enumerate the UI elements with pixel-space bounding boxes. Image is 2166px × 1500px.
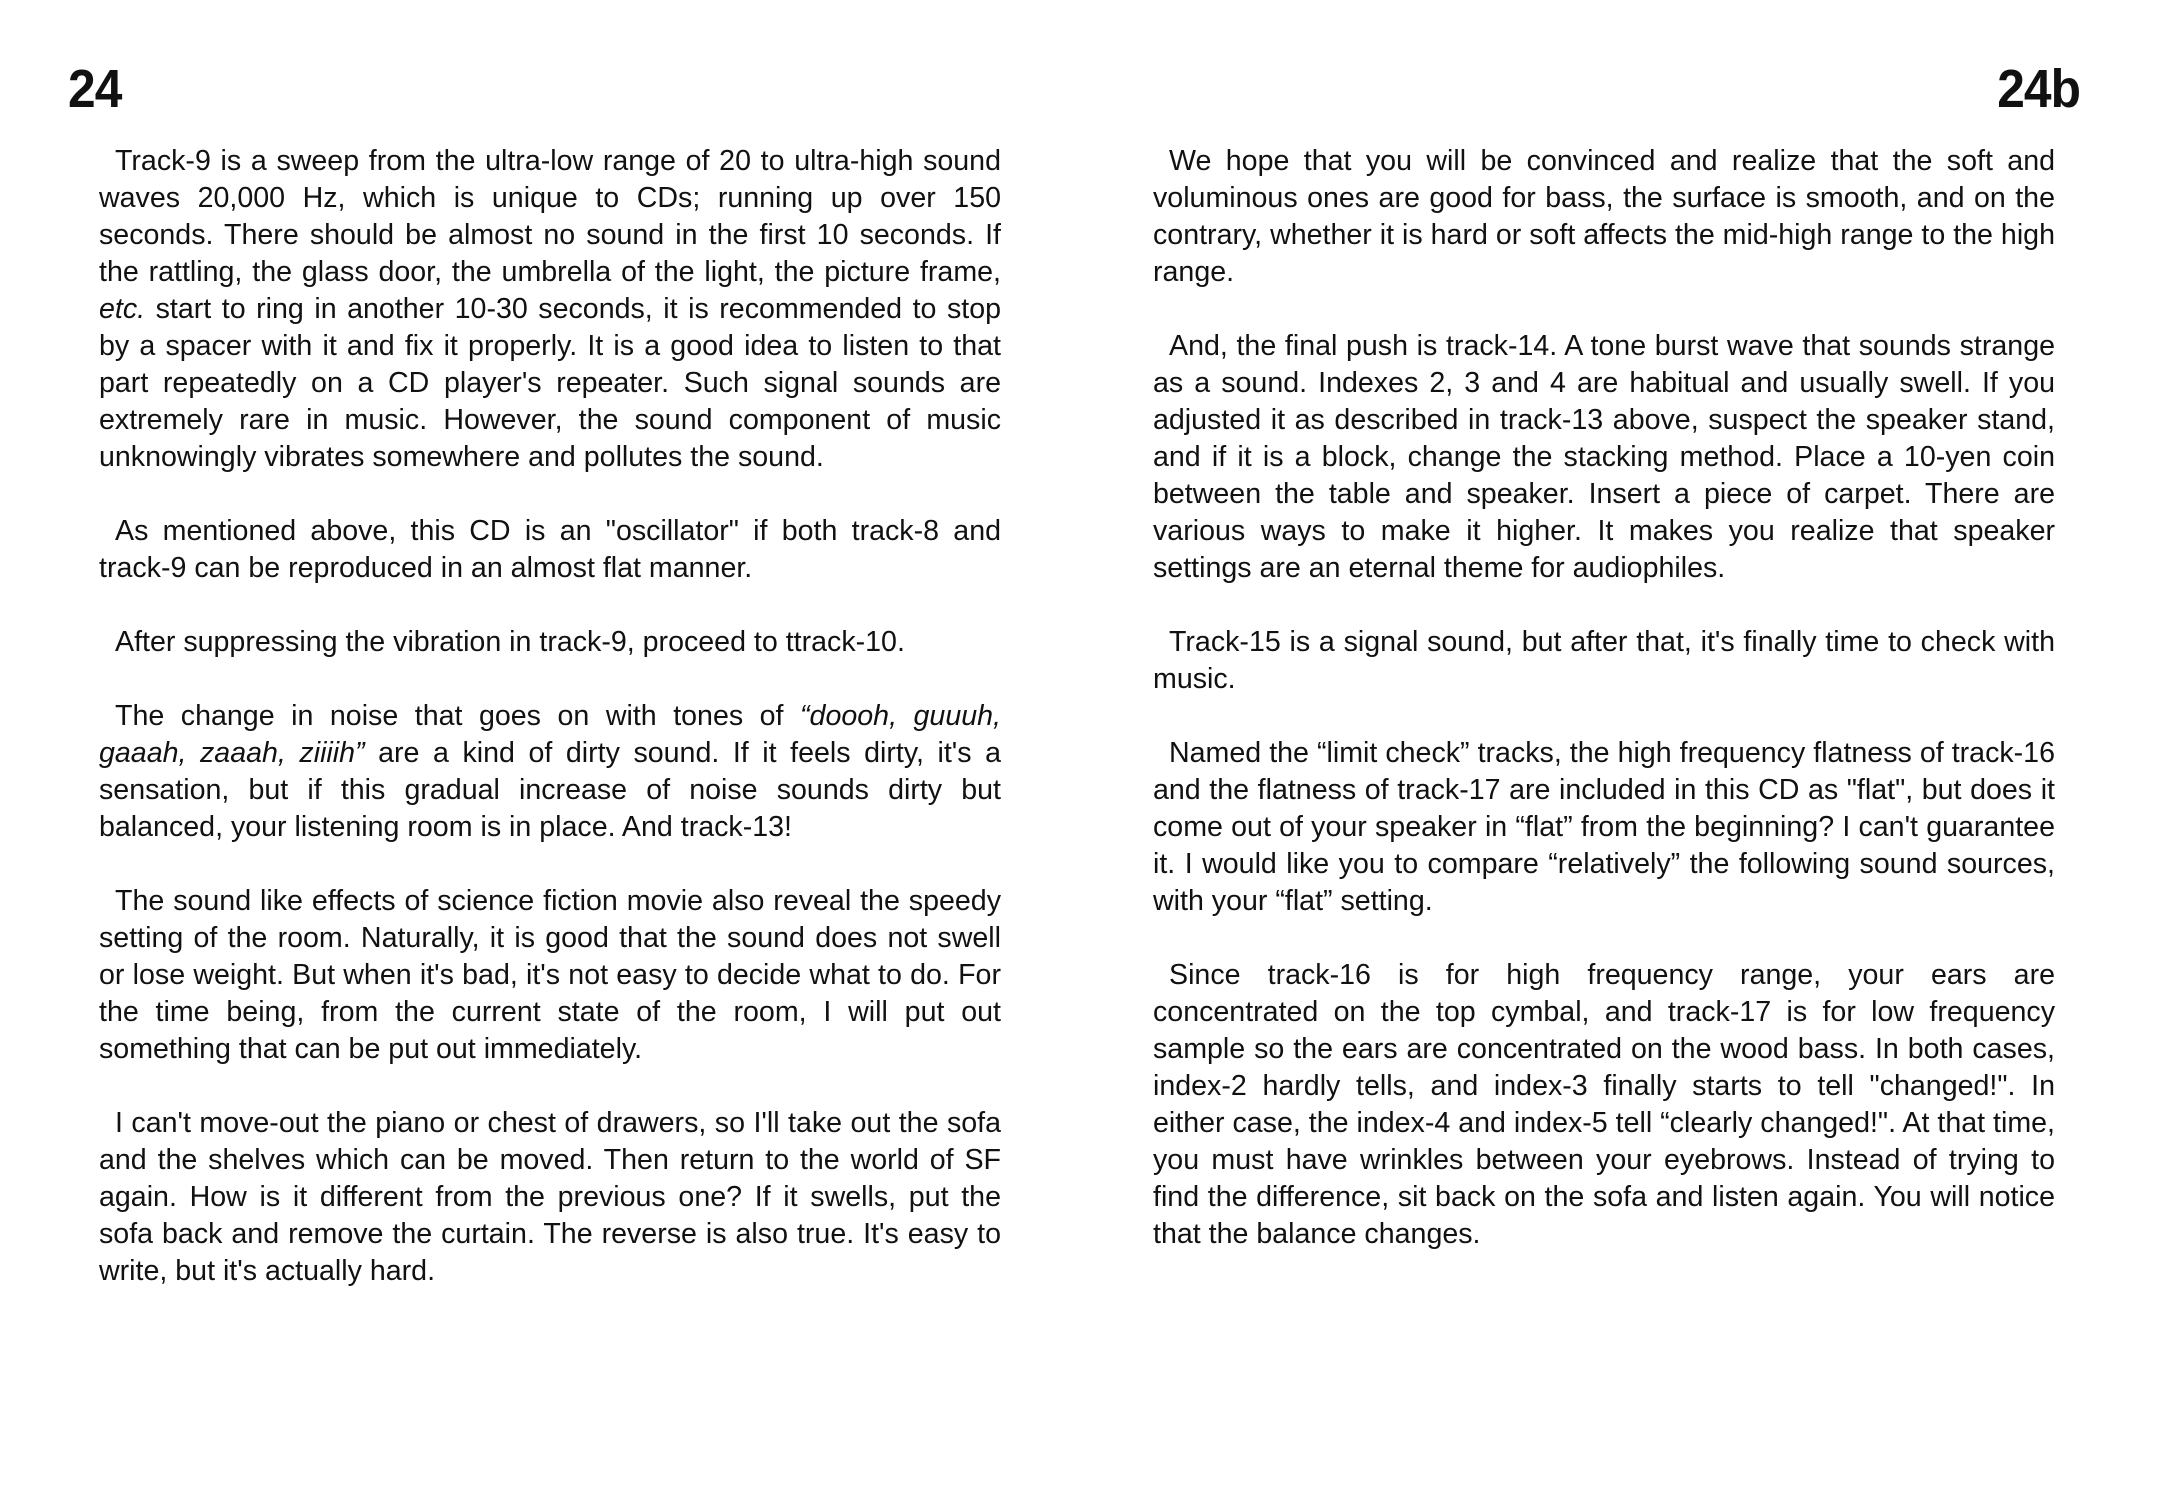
paragraph: I can't move-out the piano or chest of drawers, so I'll take out the sofa and the shelves which can be moved. Then return to the world of SF again. How is it different from the previous one? If it swells, put the sofa back and remove the curtain. The reverse is also true. It's easy to write, but it's actually hard. xyxy=(99,1107,1001,1287)
paragraph: And, the final push is track-14. A tone burst wave that sounds strange as a sound. Indexes 2, 3 and 4 are habitual and usually swell. If you adjusted it as described in track-13 above, suspect the speaker stand, and if it is a block, change the stacking method. Place a 10-yen coin between the table and speaker. Insert a piece of carpet. There are various ways to make it higher. It makes you realize that speaker settings are an eternal theme for audiophiles. xyxy=(1153,330,2055,584)
text: The change in noise that goes on with tones of xyxy=(115,700,801,732)
paragraph: The sound like effects of science fiction movie also reveal the speedy setting of the room. Naturally, it is good that the sound does not swell or lose weight. But when it's bad, it's not easy to decide what to do. For the time being, from the current state of the room, I will put out something that can be put out immediately. xyxy=(99,885,1001,1065)
right-page-text xyxy=(1153,143,2055,1290)
italic-text: “doooh, guuuh, gaaah, zaaah, ziiiih” xyxy=(99,700,1001,769)
left-page-text xyxy=(99,143,1001,1327)
paragraph: After suppressing the vibration in track-9, proceed to ttrack-10. xyxy=(115,626,905,658)
paragraph: Since track-16 is for high frequency range, your ears are concentrated on the top cymbal, and track-17 is for low frequency sample so the ears are concentrated on the wood bass. In both cases, index-2 hardly tells, and index-3 finally starts to tell "changed!". In either case, the index-4 and index-5 tell “clearly changed!". At that time, you must have wrinkles between your eyebrows. Instead of trying to find the difference, sit back on the sofa and listen again. You will notice that the balance changes. xyxy=(1153,959,2055,1250)
text: Track-9 is a sweep from the ultra-low range of 20 to ultra-high sound waves 20,000 Hz, which is unique to CDs; running up over 150 seconds. There should be almost no sound in the first 10 seconds. If the rattling, the glass door, the umbrella of the light, the picture frame, xyxy=(99,145,1001,288)
page-number-right: 24b xyxy=(1997,59,2080,119)
paragraph: Track-15 is a signal sound, but after that, it's finally time to check with music. xyxy=(1153,626,2055,695)
paragraph: As mentioned above, this CD is an "oscillator" if both track-8 and track-9 can be reproduced in an almost flat manner. xyxy=(99,515,1001,584)
paragraph: We hope that you will be convinced and realize that the soft and voluminous ones are good for bass, the surface is smooth, and on the contrary, whether it is hard or soft affects the mid-high range to the high range. xyxy=(1153,145,2055,288)
paragraph: Named the “limit check” tracks, the high frequency flatness of track-16 and the flatness of track-17 are included in this CD as "flat", but does it come out of your speaker in “flat” from the beginning? I can't guarantee it. I would like you to compare “relatively” the following sound sources, with your “flat” setting. xyxy=(1153,737,2055,917)
page-number-left: 24 xyxy=(68,59,122,119)
italic-text: etc. xyxy=(99,293,146,325)
text: are a kind of dirty sound. If it feels dirty, it's a sensation, but if this gradual increase of noise sounds dirty but balanced, your listening room is in place. And track-13! xyxy=(99,737,1001,843)
text: start to ring in another 10-30 seconds, it is recommended to stop by a spacer with it and fix it properly. It is a good idea to listen to that part repeatedly on a CD player's repeater. Such signal sounds are extremely rare in music. However, the sound component of music unknowingly vibrates somewhere and pollutes the sound. xyxy=(99,293,1001,473)
paragraph xyxy=(99,143,1001,476)
paragraph xyxy=(99,698,1001,846)
